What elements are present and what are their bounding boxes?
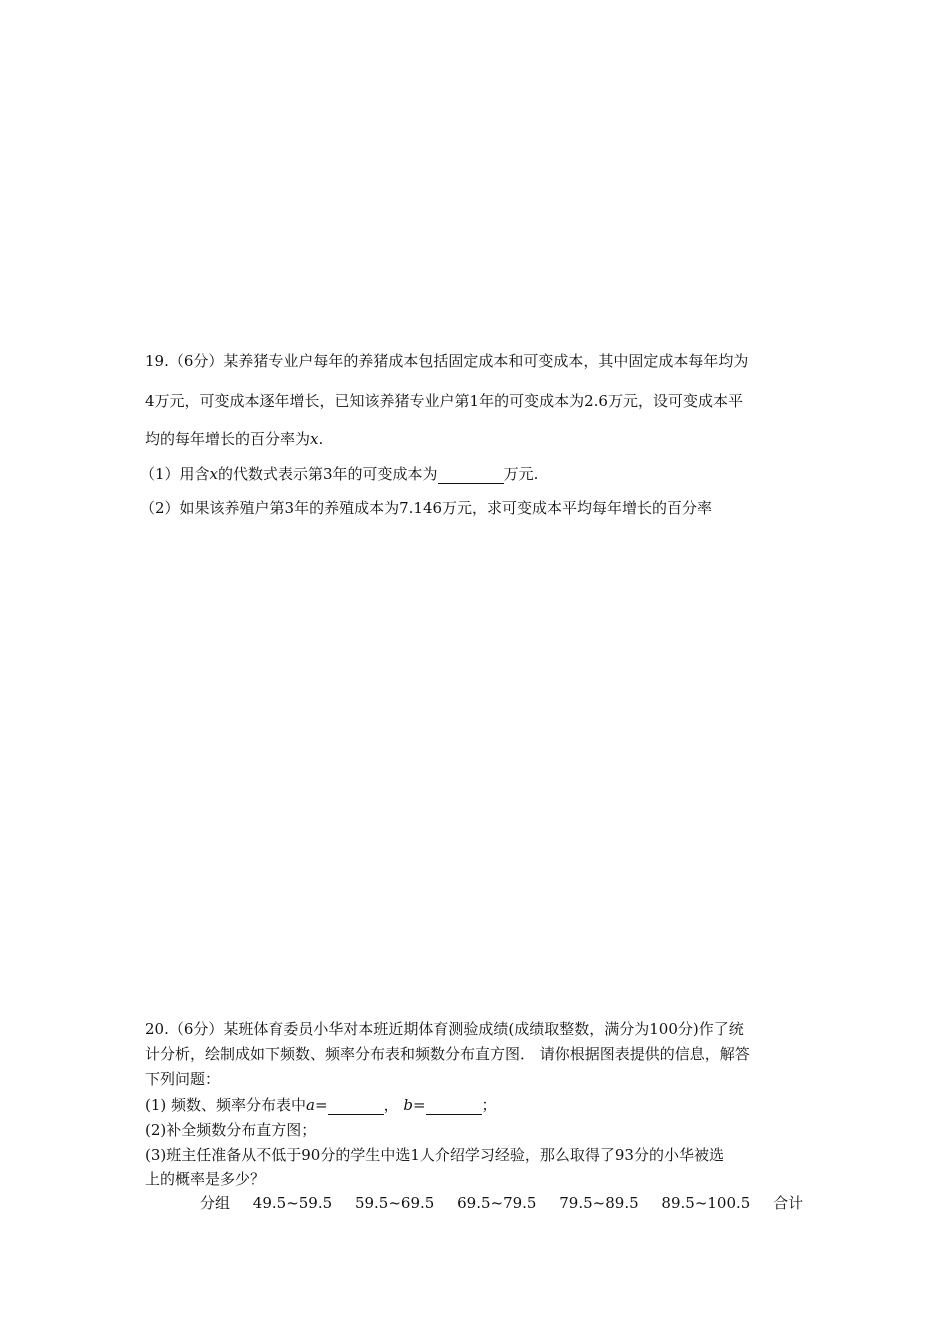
q20-part-3-line-2: 上的概率是多少？ bbox=[145, 1170, 266, 1188]
q19-part-1-mid: 的代数式表示第3年的可变成本为 bbox=[218, 465, 438, 483]
q20-equals-b: = bbox=[412, 1096, 426, 1114]
q19-line-3-text: 均的每年增长的百分率为 bbox=[145, 430, 311, 448]
q19-part-1 bbox=[140, 463, 538, 484]
q19-answer-blank[interactable] bbox=[438, 465, 504, 484]
q20-line-3: 下列问题： bbox=[145, 1070, 221, 1088]
q20-part-1 bbox=[145, 1094, 497, 1115]
q20-equals-a: = bbox=[314, 1096, 328, 1114]
table-header-interval-5: 89.5~100.5 bbox=[661, 1194, 751, 1212]
q20-part-2: (2)补全频数分布直方图； bbox=[145, 1121, 317, 1139]
q20-part-3-line-1: (3)班主任准备从不低于90分的学生中选1人介绍学习经验，那么取得了93分的小华被选 bbox=[145, 1146, 724, 1164]
q19-line-1: 19.（6分）某养猪专业户每年的养猪成本包括固定成本和可变成本，其中固定成本每年均为 bbox=[145, 352, 749, 370]
q19-part-1-pre: （1）用含 bbox=[140, 465, 210, 483]
table-header-interval-2: 59.5~69.5 bbox=[354, 1194, 435, 1212]
q20-variable-a: a bbox=[306, 1096, 315, 1114]
q20-blank-b[interactable] bbox=[426, 1096, 482, 1115]
q20-line-1: 20.（6分）某班体育委员小华对本班近期体育测验成绩(成绩取整数，满分为100分)作了统 bbox=[145, 1020, 744, 1038]
table-header-group: 分组 bbox=[200, 1194, 231, 1212]
q19-part-1-variable: x bbox=[209, 465, 219, 483]
table-header-interval-3: 69.5~79.5 bbox=[457, 1194, 537, 1212]
q20-line-2: 计分析，绘制成如下频数、频率分布表和频数分布直方图． 请你根据图表提供的信息，解答 bbox=[145, 1045, 750, 1063]
q19-line-2: 4万元，可变成本逐年增长，已知该养猪专业户第1年的可变成本为2.6万元，设可变成本平 bbox=[145, 392, 743, 410]
frequency-table-header bbox=[200, 1192, 821, 1213]
table-header-total: 合计 bbox=[773, 1194, 804, 1212]
q20-part-1-pre: (1) 频数、频率分布表中 bbox=[145, 1096, 307, 1114]
table-header-interval-1: 49.5~59.5 bbox=[252, 1194, 333, 1212]
q19-line-3-end: . bbox=[318, 430, 324, 448]
q20-part-1-end: ； bbox=[481, 1096, 497, 1114]
q20-variable-b: b bbox=[403, 1096, 413, 1114]
q19-line-3 bbox=[145, 428, 323, 449]
q19-variable-x: x bbox=[310, 430, 319, 448]
q19-part-2: （2）如果该养殖户第3年的养殖成本为7.146万元，求可变成本平均每年增长的百分率 bbox=[140, 499, 713, 517]
q20-separator: ， bbox=[383, 1096, 399, 1114]
q20-blank-a[interactable] bbox=[328, 1096, 384, 1115]
table-header-interval-4: 79.5~89.5 bbox=[559, 1194, 639, 1212]
q19-part-1-post: 万元. bbox=[503, 465, 539, 483]
